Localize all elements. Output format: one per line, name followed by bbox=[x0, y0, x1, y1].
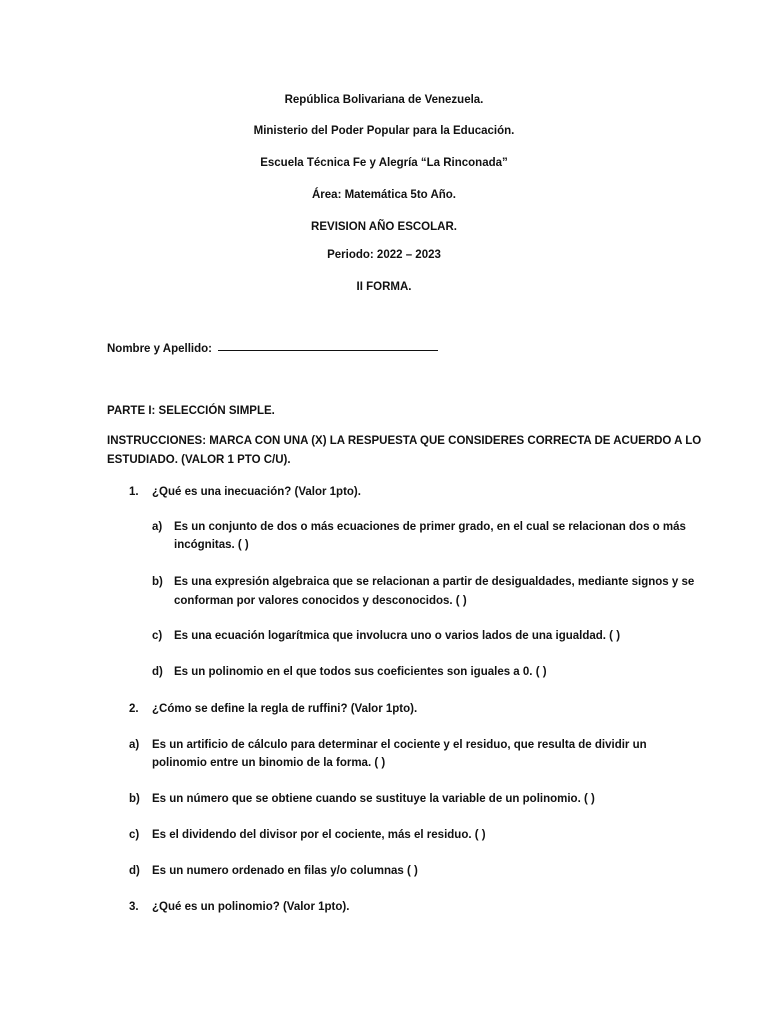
option-letter: b) bbox=[152, 576, 163, 588]
part-title: PARTE I: SELECCIÓN SIMPLE. bbox=[107, 405, 275, 417]
header-country: República Bolivariana de Venezuela. bbox=[284, 94, 484, 106]
header-area: Área: Matemática 5to Año. bbox=[312, 189, 456, 201]
option-text[interactable]: Es una expresión algebraica que se relacionan a partir de desigualdades, mediante signos y se bbox=[174, 576, 695, 588]
option-letter: b) bbox=[129, 793, 140, 805]
question-text: ¿Cómo se define la regla de ruffini? (Valor 1pto). bbox=[152, 703, 418, 715]
option-text-continued[interactable]: conforman por valores conocidos y desconocidos. ( ) bbox=[174, 595, 467, 607]
option-letter: d) bbox=[152, 666, 163, 678]
option-text-continued[interactable]: polinomio entre un binomio de la forma. ( ) bbox=[152, 757, 386, 769]
instructions-line-2: ESTUDIADO. (VALOR 1 PTO C/U). bbox=[107, 454, 291, 466]
option-text[interactable]: Es una ecuación logarítmica que involucra uno o varios lados de una igualdad. ( ) bbox=[174, 630, 621, 642]
option-letter: a) bbox=[129, 739, 140, 751]
header-period: Periodo: 2022 – 2023 bbox=[327, 249, 441, 261]
name-blank-line[interactable] bbox=[218, 350, 438, 351]
option-text[interactable]: Es un número que se obtiene cuando se sustituye la variable de un polinomio. ( ) bbox=[152, 793, 595, 805]
option-text[interactable]: Es un numero ordenado en filas y/o columnas ( ) bbox=[152, 865, 418, 877]
question-text: ¿Qué es una inecuación? (Valor 1pto). bbox=[152, 486, 361, 498]
question-number: 3. bbox=[129, 901, 139, 913]
instructions-line-1: INSTRUCCIONES: MARCA CON UNA (X) LA RESPUESTA QUE CONSIDERES CORRECTA DE ACUERDO A LO bbox=[107, 435, 702, 447]
header-school: Escuela Técnica Fe y Alegría “La Rinconada” bbox=[260, 157, 508, 169]
header-title: REVISION AÑO ESCOLAR. bbox=[311, 221, 457, 233]
option-letter: c) bbox=[129, 829, 140, 841]
option-text-continued[interactable]: incógnitas. ( ) bbox=[174, 539, 249, 551]
option-letter: d) bbox=[129, 865, 140, 877]
option-text[interactable]: Es un polinomio en el que todos sus coeficientes son iguales a 0. ( ) bbox=[174, 666, 547, 678]
option-letter: c) bbox=[152, 630, 163, 642]
question-number: 2. bbox=[129, 703, 139, 715]
name-label: Nombre y Apellido: bbox=[107, 343, 212, 355]
option-letter: a) bbox=[152, 521, 163, 533]
option-text[interactable]: Es un artificio de cálculo para determinar el cociente y el residuo, que resulta de dividir un bbox=[152, 739, 647, 751]
question-text: ¿Qué es un polinomio? (Valor 1pto). bbox=[152, 901, 350, 913]
option-text[interactable]: Es el dividendo del divisor por el cociente, más el residuo. ( ) bbox=[152, 829, 486, 841]
question-number: 1. bbox=[129, 486, 139, 498]
header-form: II FORMA. bbox=[356, 281, 412, 293]
option-text[interactable]: Es un conjunto de dos o más ecuaciones de primer grado, en el cual se relacionan dos o más bbox=[174, 521, 686, 533]
header-ministry: Ministerio del Poder Popular para la Educación. bbox=[253, 125, 515, 137]
